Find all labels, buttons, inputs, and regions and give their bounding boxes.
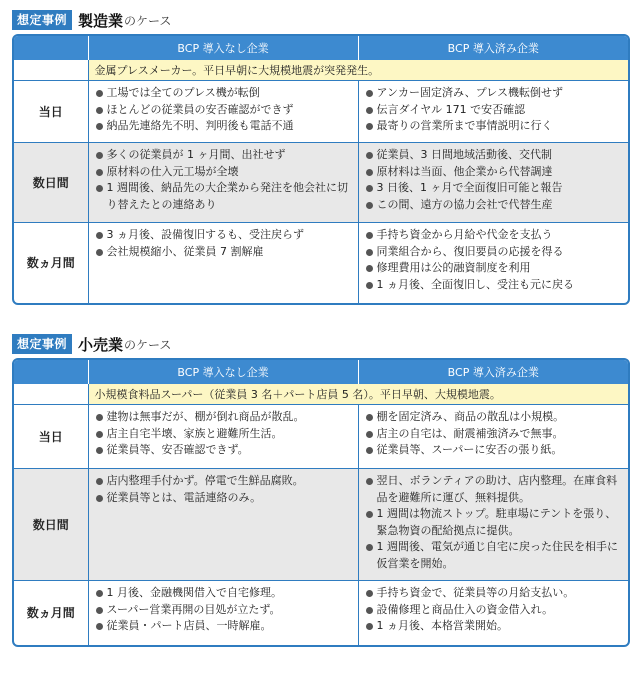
bullet-item: アンカー固定済み、プレス機転倒せず — [365, 85, 623, 102]
bullet-list — [365, 585, 623, 635]
bullet-item: 店内整理手付かず。停電で生鮮品腐敗。 — [95, 473, 352, 490]
bullet-item: 1 ヵ月後、全面復旧し、受注も元に戻る — [365, 277, 623, 294]
bullet-item: 従業員、3 日間地域活動後、交代制 — [365, 147, 623, 164]
case-industry: 小売業 — [78, 335, 124, 354]
cell-with — [358, 469, 628, 581]
case-industry: 製造業 — [78, 11, 124, 30]
row-label: 数ヵ月間 — [14, 223, 88, 303]
case-retail — [12, 332, 630, 647]
bullet-item: 3 日後、1 ヶ月で全面復旧可能と報告 — [365, 180, 623, 197]
bullet-item: 納品先連絡先不明、判明後も電話不通 — [95, 118, 352, 135]
row-label: 当日 — [14, 81, 88, 143]
bullet-item: スーパー営業再開の目処が立たず。 — [95, 602, 352, 619]
case-table-box — [12, 34, 630, 305]
case-tag: 想定事例 — [12, 334, 72, 354]
bullet-item: 多くの従業員が 1 ヶ月間、出社せず — [95, 147, 352, 164]
bullet-item: 1 週間後、納品先の大企業から発注を他会社に切り替えたとの連絡あり — [95, 180, 352, 213]
bullet-item: 原材料は当面、他企業から代替調達 — [365, 164, 623, 181]
row-label: 当日 — [14, 405, 88, 469]
case-table — [14, 36, 628, 303]
bullet-list — [365, 85, 623, 135]
scenario-text: 小規模食料品スーパー（従業員 3 名＋パート店員 5 名）。平日早朝、大規模地震。 — [88, 384, 628, 405]
bullet-item: 修理費用は公的融資制度を利用 — [365, 260, 623, 277]
cell-with — [358, 143, 628, 223]
cell-without — [88, 469, 358, 581]
row-label: 数日間 — [14, 143, 88, 223]
bullet-item: 原材料の仕入元工場が全壊 — [95, 164, 352, 181]
bullet-list — [95, 227, 352, 260]
cell-with — [358, 81, 628, 143]
bullet-list — [365, 473, 623, 572]
bullet-item: 最寄りの営業所まで事情説明に行く — [365, 118, 623, 135]
case-table-box — [12, 358, 630, 647]
bullet-item: この間、遠方の協力会社で代替生産 — [365, 197, 623, 214]
header-with-bcp: BCP 導入済み企業 — [358, 36, 628, 60]
row-label: 数ヵ月間 — [14, 581, 88, 645]
case-title — [12, 332, 630, 356]
case-manufacturing — [12, 8, 630, 305]
bullet-list — [365, 227, 623, 293]
cell-without — [88, 223, 358, 303]
header-without-bcp: BCP 導入なし企業 — [88, 360, 358, 384]
cell-with — [358, 223, 628, 303]
bullet-item: 伝言ダイヤル 171 で安否確認 — [365, 102, 623, 119]
scenario-text: 金属プレスメーカー。平日早朝に大規模地震が突発発生。 — [88, 60, 628, 81]
cell-with — [358, 581, 628, 645]
header-without-bcp: BCP 導入なし企業 — [88, 36, 358, 60]
bullet-item: 1 ヵ月後、本格営業開始。 — [365, 618, 623, 635]
bullet-item: 会社規模縮小、従業員 7 割解雇 — [95, 244, 352, 261]
bullet-item: 1 週間後、電気が通じ自宅に戻った住民を相手に仮営業を開始。 — [365, 539, 623, 572]
bullet-item: 同業組合から、復旧要員の応援を得る — [365, 244, 623, 261]
bullet-item: 従業員等、スーパーに安否の張り紙。 — [365, 442, 623, 459]
bullet-list — [95, 585, 352, 635]
bullet-item: 工場では全てのプレス機が転倒 — [95, 85, 352, 102]
bullet-item: 従業員等とは、電話連絡のみ。 — [95, 490, 352, 507]
bullet-item: 翌日、ボランティアの助け、店内整理。在庫食料品を避難所に運び、無料提供。 — [365, 473, 623, 506]
bullet-list — [365, 409, 623, 459]
bullet-item: 1 月後、金融機関借入で自宅修理。 — [95, 585, 352, 602]
cell-without — [88, 405, 358, 469]
bullet-list — [95, 473, 352, 506]
case-tag: 想定事例 — [12, 10, 72, 30]
bullet-item: 従業員・パート店員、一時解雇。 — [95, 618, 352, 635]
bullet-item: 3 ヵ月後、設備復旧するも、受注戻らず — [95, 227, 352, 244]
scenario-blank — [14, 384, 88, 405]
case-table — [14, 360, 628, 645]
case-suffix: のケース — [124, 13, 172, 28]
bullet-item: 従業員等、安否確認できず。 — [95, 442, 352, 459]
row-label: 数日間 — [14, 469, 88, 581]
cell-without — [88, 81, 358, 143]
bullet-item: 1 週間は物流ストップ。駐車場にテントを張り、緊急物資の配給拠点に提供。 — [365, 506, 623, 539]
header-corner — [14, 36, 88, 60]
bullet-list — [95, 85, 352, 135]
bullet-item: 棚を固定済み、商品の散乱は小規模。 — [365, 409, 623, 426]
cell-without — [88, 143, 358, 223]
case-suffix: のケース — [124, 337, 172, 352]
header-with-bcp: BCP 導入済み企業 — [358, 360, 628, 384]
case-title — [12, 8, 630, 32]
header-corner — [14, 360, 88, 384]
cell-with — [358, 405, 628, 469]
bullet-item: 手持ち資金から月給や代金を支払う — [365, 227, 623, 244]
cell-without — [88, 581, 358, 645]
bullet-item: 手持ち資金で、従業員等の月給支払い。 — [365, 585, 623, 602]
bullet-list — [365, 147, 623, 213]
bullet-item: ほとんどの従業員の安否確認ができず — [95, 102, 352, 119]
scenario-blank — [14, 60, 88, 81]
bullet-item: 建物は無事だが、棚が倒れ商品が散乱。 — [95, 409, 352, 426]
bullet-item: 設備修理と商品仕入の資金借入れ。 — [365, 602, 623, 619]
bullet-list — [95, 409, 352, 459]
bullet-item: 店主の自宅は、耐震補強済みで無事。 — [365, 426, 623, 443]
bullet-item: 店主自宅半壊、家族と避難所生活。 — [95, 426, 352, 443]
bullet-list — [95, 147, 352, 213]
